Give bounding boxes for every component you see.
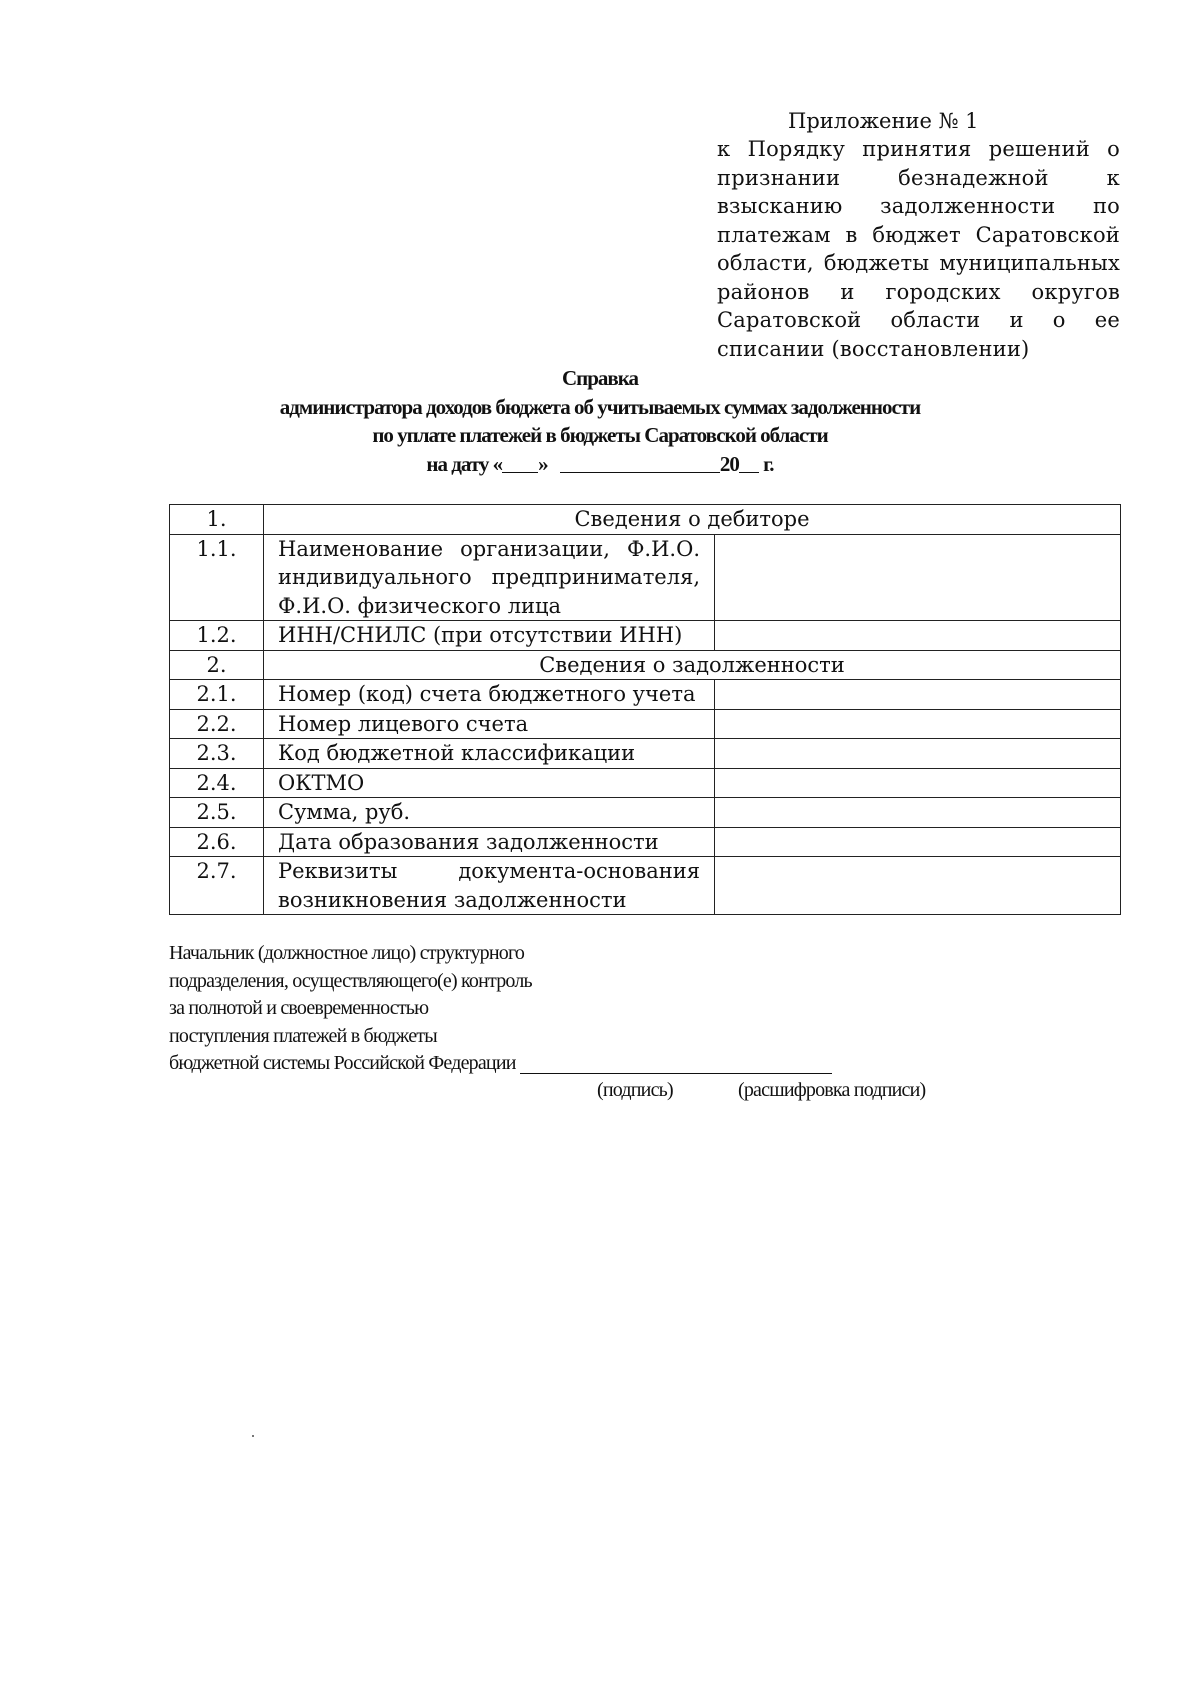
section-header: Сведения о дебиторе	[264, 505, 1121, 535]
table-row	[170, 680, 1121, 710]
row-number: 2.1.	[170, 680, 264, 710]
row-value[interactable]	[715, 621, 1121, 651]
row-label: Номер (код) счета бюджетного учета	[264, 680, 715, 710]
year-suffix: г.	[763, 451, 774, 476]
date-prefix: на дату «	[426, 451, 503, 476]
month-blank	[560, 452, 720, 473]
table-row	[170, 739, 1121, 769]
section-header: Сведения о задолженности	[264, 650, 1121, 680]
table-row	[170, 768, 1121, 798]
row-value[interactable]	[715, 534, 1121, 621]
row-label: Сумма, руб.	[264, 798, 715, 828]
signature-caption: (подпись)	[597, 1079, 673, 1101]
signature-decode-caption: (расшифровка подписи)	[738, 1079, 926, 1101]
table-row	[170, 827, 1121, 857]
title-line-2: администратора доходов бюджета об учитываемых суммах задолженности	[279, 394, 921, 419]
row-number: 2.2.	[170, 709, 264, 739]
signature-line-5	[169, 1050, 832, 1078]
row-number: 1.1.	[170, 534, 264, 621]
row-number: 2.	[170, 650, 264, 680]
row-number: 2.3.	[170, 739, 264, 769]
signature-line-4: поступления платежей в бюджеты	[169, 1024, 437, 1047]
row-number: 2.6.	[170, 827, 264, 857]
signature-field[interactable]	[520, 1051, 832, 1074]
signature-line-2: подразделения, осуществляющего(е) контроль	[169, 969, 532, 992]
day-blank	[502, 452, 538, 473]
title-line-4	[0, 450, 1200, 479]
row-label: Наименование организации, Ф.И.О. индивидуального предпринимателя, Ф.И.О. физического лица	[264, 534, 715, 621]
table-row	[170, 857, 1121, 915]
row-label: Номер лицевого счета	[264, 709, 715, 739]
signature-position-text: бюджетной системы Российской Федерации	[169, 1052, 516, 1074]
row-number: 1.	[170, 505, 264, 535]
document-title	[0, 364, 1200, 478]
appendix-title: Приложение № 1	[788, 109, 979, 133]
year-prefix: 20	[719, 451, 739, 476]
table-row	[170, 798, 1121, 828]
scan-artifact	[252, 1435, 254, 1437]
signature-line-1: Начальник (должностное лицо) структурного	[169, 942, 525, 964]
table-row	[170, 709, 1121, 739]
row-value[interactable]	[715, 680, 1121, 710]
table-row	[170, 621, 1121, 651]
title-line-3: по уплате платежей в бюджеты Саратовской области	[372, 423, 828, 447]
table-row	[170, 534, 1121, 621]
row-label: ИНН/СНИЛС (при отсутствии ИНН)	[264, 621, 715, 651]
row-number: 2.4.	[170, 768, 264, 798]
row-number: 2.5.	[170, 798, 264, 828]
row-number: 2.7.	[170, 857, 264, 915]
year-blank	[739, 452, 759, 473]
table-row	[170, 650, 1121, 680]
row-label: ОКТМО	[264, 768, 715, 798]
row-value[interactable]	[715, 798, 1121, 828]
signature-block	[169, 940, 832, 1078]
row-label: Код бюджетной классификации	[264, 739, 715, 769]
row-label: Реквизиты документа-основания возникновения задолженности	[264, 857, 715, 915]
debt-info-table	[169, 504, 1121, 915]
row-value[interactable]	[715, 709, 1121, 739]
row-value[interactable]	[715, 739, 1121, 769]
row-value[interactable]	[715, 768, 1121, 798]
title-line-1: Справка	[561, 366, 639, 390]
row-label: Дата образования задолженности	[264, 827, 715, 857]
appendix-text: к Порядку принятия решений о признании безнадежной к взысканию задолженности по платежам в бюджет Саратовской области, бюджеты муниципальных районов и городских округов Саратовской области и о ее списании (восстановлении)	[717, 137, 1120, 361]
row-value[interactable]	[715, 857, 1121, 915]
signature-line-3: за полнотой и своевременностью	[169, 997, 429, 1019]
row-value[interactable]	[715, 827, 1121, 857]
table-row	[170, 505, 1121, 535]
date-quote-close: »	[538, 451, 548, 476]
row-number: 1.2.	[170, 621, 264, 651]
